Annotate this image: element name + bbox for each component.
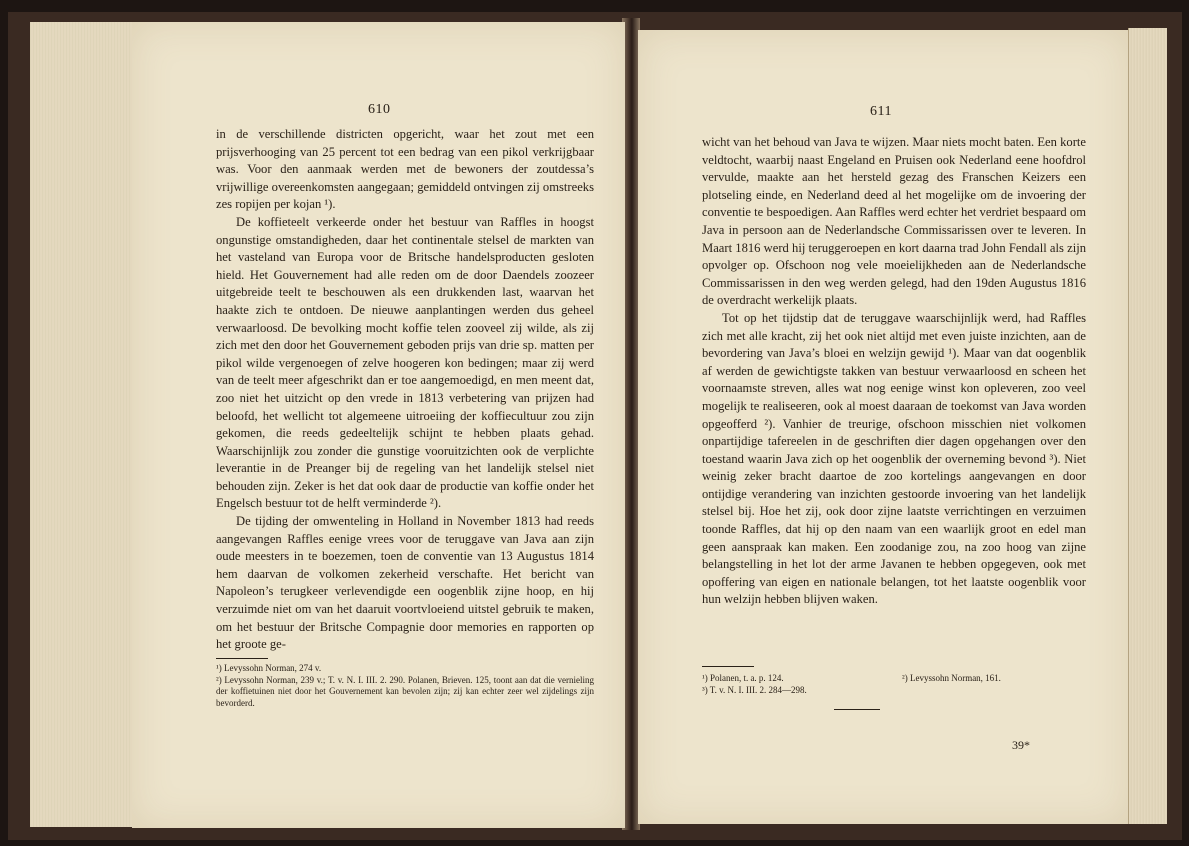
paragraph: wicht van het behoud van Java te wijzen. Maar niets mocht baten. Een korte veldtocht, waarbij naast Engeland en Pruisen ook Nederland eene hoofdrol vervulde, maakte aan het hersteld gezag des Franschen Keizers een plotseling einde, en Nederland deed al het mogelijke om de invoering der conventie te bespoedigen. Aan Raffles werd echter het verdriet bespaard om Java in persoon aan de Nederlandsche Commissarissen over te leveren. In Maart 1816 werd hij teruggeroepen en kort daarna trad John Fendall als zijn opvolger op. Ofschoon nog vele moeielijkheden aan de Nederlandsche Commissarissen in den weg werden gelegd, had den 19den Augustus 1816 de overdracht werkelijk plaats. xyxy=(702,135,1086,308)
page-number: 610 xyxy=(368,102,391,117)
signature-mark: 39* xyxy=(1012,738,1030,752)
body-text xyxy=(702,134,1086,609)
footnote-rule xyxy=(702,666,754,667)
footnote: ¹) Polanen, t. a. p. 124. xyxy=(702,673,784,683)
paragraph: in de verschillende districten opgericht, waar het zout met een prijsverhooging van 25 percent tot een bedrag van een pikol verkrijgbaar was. Voor den aanmaak werden met de bewoners der zoutdessa’s vrijwillige overeenkomsten aangegaan; gemiddeld ontvingen zij omstreeks zes ropijen per kojan ¹). xyxy=(216,127,594,212)
paragraph: De koffieteelt verkeerde onder het bestuur van Raffles in hoogst ongunstige omstandigheden, daar het continentale stelsel de markten van het vasteland van Europa voor de Britsche handelsproducten gesloten hield. Het Gouvernement had alle reden om de door Daendels zoozeer uitgebreide teelt te beschouwen als een drukkenden last, waarvan het haakte zich te ontdoen. De nieuwe aanplantingen werden dus geheel verwaarloosd. De bevolking mocht koffie telen zooveel zij wilde, als zij zich met den door het Gouvernement geboden prijs van drie sp. matten per pikol wilde vergenoegen of zelve hoogeren kon bedingen; maar zij werd van de teelt meer afgeschrikt dan er toe aangemoedigd, en men meent dat, zoo niet het uitzicht op den vrede in 1813 verbetering van prijzen had beloofd, het wellicht tot algemeene uitroeiing der koffiecultuur zou zijn gekomen, die reeds gedeeltelijk schijnt te hebben plaats gehad. Waarschijnlijk zou zonder die gunstige vooruitzichten ook de verplichte leverantie in de Preanger bij de regeling van het landelijk stelsel niet behouden zijn. Zeker is het dat ook daar de productie van koffie onder het Engelsch bestuur tot de helft verminderde ²). xyxy=(216,214,594,511)
footnote: ²) Levyssohn Norman, 161. xyxy=(902,673,1001,683)
closing-rule xyxy=(834,709,880,710)
footnotes xyxy=(216,663,594,709)
page-number: 611 xyxy=(870,104,892,119)
body-text xyxy=(216,126,594,654)
footnote-row xyxy=(702,673,1086,685)
footnote: ¹) Levyssohn Norman, 274 v. xyxy=(216,663,322,673)
footnotes xyxy=(702,673,1086,696)
left-page-edges xyxy=(30,22,136,827)
left-page xyxy=(132,22,625,828)
footnote: ³) T. v. N. I. III. 2. 284—298. xyxy=(702,684,807,695)
right-page-edges xyxy=(1128,28,1167,824)
paragraph: Tot op het tijdstip dat de teruggave waarschijnlijk werd, had Raffles zich met alle kracht, zij het ook niet altijd met even juiste inzichten, aan de bevordering van Java’s bloei en welzijn gewijd ¹). Maar van dat oogenblik af werden de gewichtigste takken van bestuur verwaarloosd en scheen het voornaamste streven, alles wat nog eenige winst kon opleveren, zoo veel mogelijk te realiseeren, ook al moest daaraan de toekomst van Java worden opgeofferd ²). Vanhier de treurige, ofschoon misschien niet volkomen onpartijdige tafereelen in de geschriften dier dagen opgehangen over den toestand waarin Java zich op het oogenblik der overneming bevond ³). Niet weinig zeker bracht daartoe de zoo kortelings aangevangen en door ontijdige verandering van inzichten gestoorde invoering van het landelijk stelsel bij. Hoe het zij, ook door zijne laatste verrichtingen en verzuimen toonde Raffles, dat hij op den naam van een waarlijk groot en edel man geen aanspraak kan maken. Een zoodanige zou, na zoo hoog van zijne belangstelling in het lot der arme Javanen te hebben opgegeven, ook met opoffering van eigen en nationale belangen, tot het laatste oogenblik voor hun welzijn hebben blijven waken. xyxy=(702,310,1086,607)
paragraph: De tijding der omwenteling in Holland in November 1813 had reeds aangevangen Raffles eenige vrees voor de teruggave van Java aan zijn oude meesters in te boezemen, toen de conventie van 13 Augustus 1814 hem daarvan de volkomen zekerheid verschafte. Het bericht van Napoleon’s terugkeer verlevendigde een oogenblik zijne hoop, en hij verzuimde niet om van het daaruit voortvloeiend uitstel gebruik te maken, om het bestuur der Britsche Compagnie door memories en rapporten op het groote ge- xyxy=(216,514,594,652)
footnote: ²) Levyssohn Norman, 239 v.; T. v. N. I. III. 2. 290. Polanen, Brieven. 125, toont aan dat die vernieling der koffietuinen niet door het Gouvernement kan bevolen zijn; zij kan echter zeer wel zijdelings zijn bevorderd. xyxy=(216,674,594,708)
right-page xyxy=(638,30,1128,824)
footnote-rule xyxy=(216,658,268,659)
